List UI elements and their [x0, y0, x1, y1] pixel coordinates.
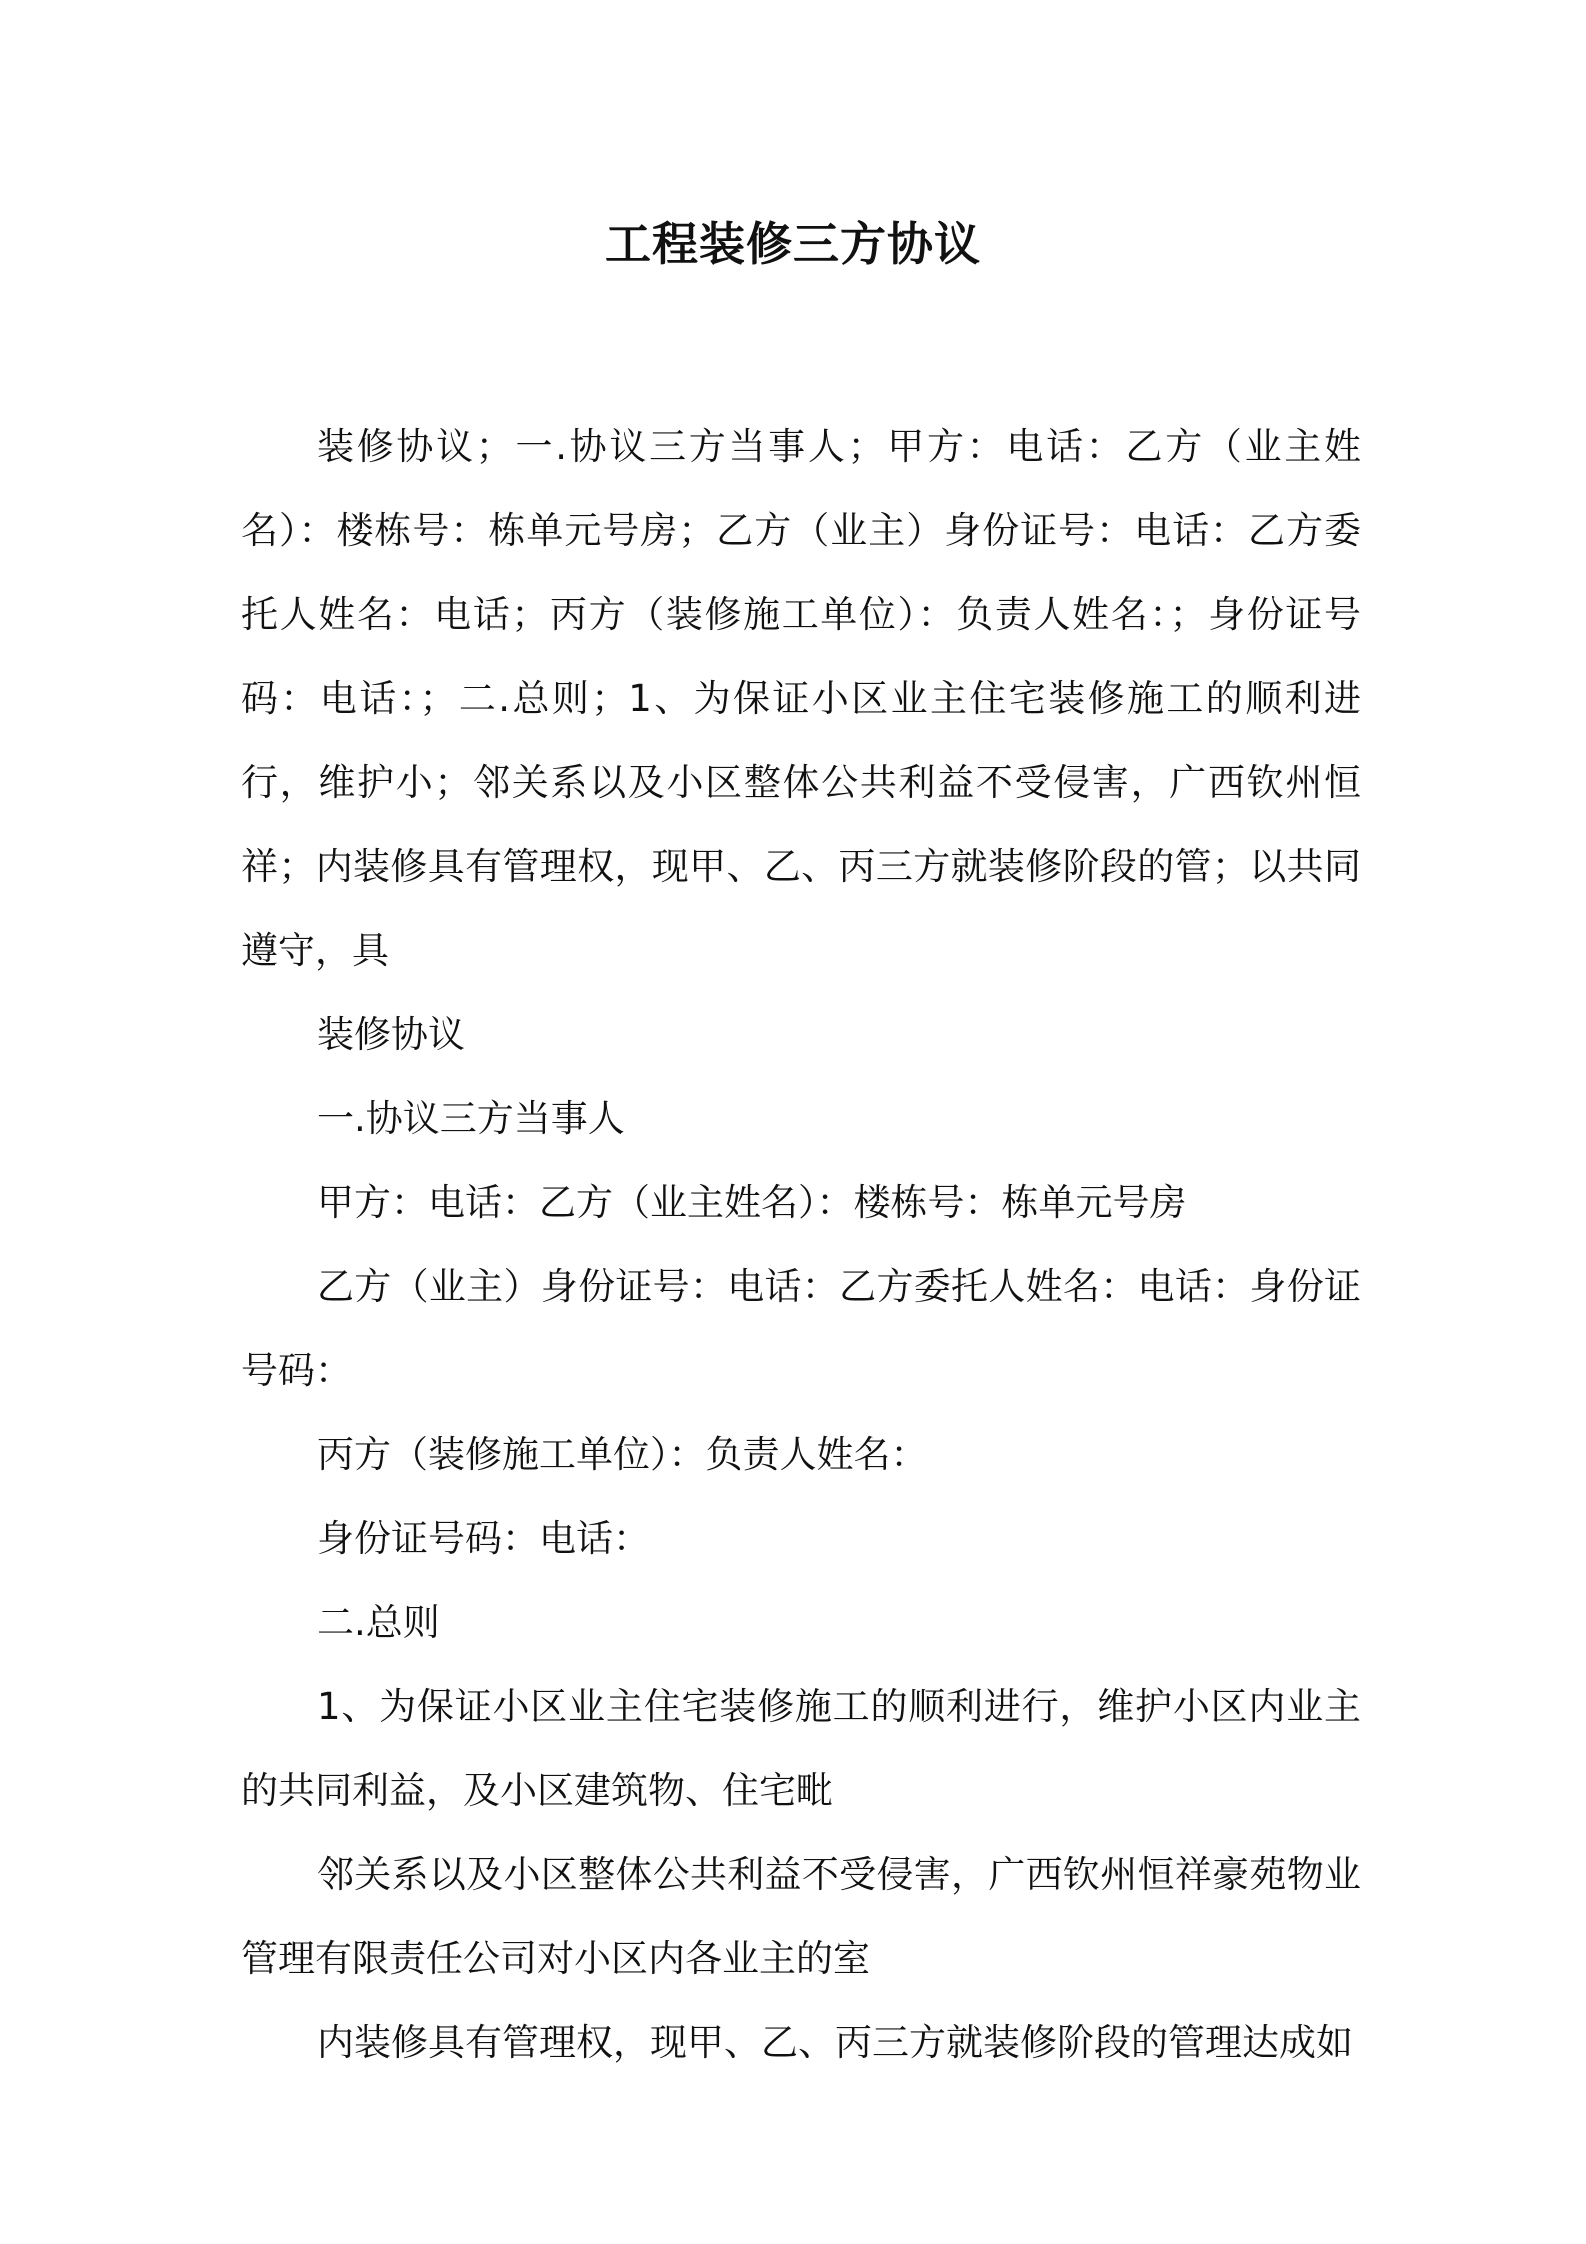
paragraph-heading-general: 二.总则	[317, 1601, 440, 1644]
paragraph-heading-parties: 一.协议三方当事人	[317, 1097, 625, 1140]
paragraph-party-c-id: 身份证号码：电话：	[317, 1517, 650, 1560]
paragraph-party-c: 丙方（装修施工单位）：负责人姓名：	[317, 1433, 928, 1476]
paragraph-summary: 装修协议；一.协议三方当事人；甲方：电话：乙方（业主姓名）：楼栋号：栋单元号房；乙方（业主）身份证号：电话：乙方委托人姓名：电话；丙方（装修施工单位）：负责人姓名：；身份证号码：电话：；二.总则；1、为保证小区业主住宅装修施工的顺利进行，维护小；邻关系以及小区整体公共利益不受侵害，广西钦州恒祥；内装修具有管理权，现甲、乙、丙三方就装修阶段的管；以共同遵守，具	[241, 425, 1361, 972]
document-body	[241, 405, 1361, 2085]
paragraph-clause-1a: 1、为保证小区业主住宅装修施工的顺利进行，维护小区内业主的共同利益，及小区建筑物、住宅毗	[241, 1685, 1361, 1812]
paragraph-clause-1b: 邻关系以及小区整体公共利益不受侵害，广西钦州恒祥豪苑物业管理有限责任公司对小区内各业主的室	[241, 1853, 1361, 1980]
paragraph-party-a: 甲方：电话：乙方（业主姓名）：楼栋号：栋单元号房	[317, 1181, 1187, 1224]
paragraph-clause-1c: 内装修具有管理权，现甲、乙、丙三方就装修阶段的管理达成如	[317, 2021, 1353, 2064]
paragraph-party-b: 乙方（业主）身份证号：电话：乙方委托人姓名：电话：身份证号码：	[241, 1265, 1361, 1392]
paragraph-heading-agreement: 装修协议	[317, 1013, 465, 1056]
document-title: 工程装修三方协议	[605, 217, 981, 271]
